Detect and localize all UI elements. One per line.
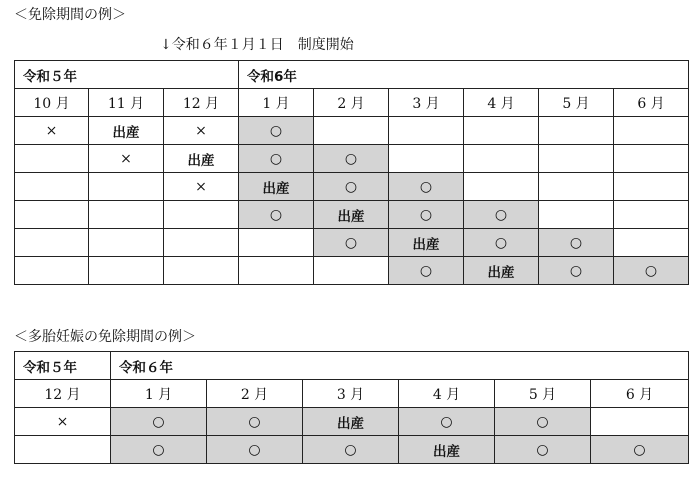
month-header: 12 月 — [164, 89, 239, 117]
table-cell: × — [164, 117, 239, 145]
table-cell: ○ — [539, 229, 614, 257]
month-header: 6 月 — [614, 89, 689, 117]
multiple-pregnancy-table — [14, 351, 689, 464]
table-cell: × — [89, 145, 164, 173]
table-cell — [164, 201, 239, 229]
year-label-r6: 令和6年 — [239, 61, 689, 89]
month-header-row — [15, 380, 689, 408]
table-cell — [614, 229, 689, 257]
table-cell — [314, 257, 389, 285]
table-cell — [15, 145, 89, 173]
table-cell — [591, 408, 689, 436]
table-cell: ○ — [207, 408, 303, 436]
table-cell: ○ — [303, 436, 399, 464]
table-cell — [614, 201, 689, 229]
table-cell: ○ — [239, 145, 314, 173]
table-cell — [539, 173, 614, 201]
month-header: 2 月 — [207, 380, 303, 408]
table-row — [15, 229, 689, 257]
month-header: 2 月 — [314, 89, 389, 117]
table-cell — [539, 201, 614, 229]
table-cell: 出産 — [303, 408, 399, 436]
month-header: 11 月 — [89, 89, 164, 117]
table-cell: ○ — [207, 436, 303, 464]
table-cell — [539, 145, 614, 173]
table-cell: × — [15, 408, 111, 436]
table-cell: ○ — [239, 201, 314, 229]
table-row — [15, 117, 689, 145]
table-cell — [15, 173, 89, 201]
table-cell — [239, 229, 314, 257]
month-header: 4 月 — [399, 380, 495, 408]
table-cell: × — [164, 173, 239, 201]
example-heading: ＜免除期間の例＞ — [14, 7, 126, 23]
month-header: 3 月 — [303, 380, 399, 408]
table-cell — [239, 257, 314, 285]
month-header: 1 月 — [111, 380, 207, 408]
table-cell — [539, 117, 614, 145]
table-cell: ○ — [399, 408, 495, 436]
table-cell: ○ — [111, 436, 207, 464]
table-cell: ○ — [464, 229, 539, 257]
table-cell — [164, 229, 239, 257]
table-cell — [164, 257, 239, 285]
system-start-note: ↓令和６年１月１日 制度開始 — [160, 37, 354, 53]
table-cell: 出産 — [314, 201, 389, 229]
table-cell: 出産 — [389, 229, 464, 257]
table-cell: ○ — [314, 145, 389, 173]
table-cell: ○ — [614, 257, 689, 285]
month-header: 5 月 — [539, 89, 614, 117]
exemption-period-table — [14, 60, 689, 285]
table-cell — [464, 173, 539, 201]
table-cell: 出産 — [164, 145, 239, 173]
month-header: 1 月 — [239, 89, 314, 117]
table-cell — [464, 117, 539, 145]
table-cell: ○ — [591, 436, 689, 464]
table-cell: ○ — [495, 408, 591, 436]
table-cell: ○ — [539, 257, 614, 285]
table-cell: ○ — [464, 201, 539, 229]
table-cell — [15, 257, 89, 285]
month-header: 3 月 — [389, 89, 464, 117]
table-row — [15, 145, 689, 173]
table-row — [15, 436, 689, 464]
table-cell: ○ — [314, 229, 389, 257]
table-cell — [389, 117, 464, 145]
table-row — [15, 257, 689, 285]
table-cell — [464, 145, 539, 173]
table-cell: ○ — [495, 436, 591, 464]
table-cell — [89, 257, 164, 285]
table-cell: 出産 — [239, 173, 314, 201]
table-cell — [15, 229, 89, 257]
table-cell: ○ — [314, 173, 389, 201]
table-cell: 出産 — [464, 257, 539, 285]
table-cell — [614, 117, 689, 145]
year-label-r6: 令和６年 — [111, 352, 689, 380]
table-row — [15, 173, 689, 201]
table-cell: 出産 — [89, 117, 164, 145]
table-cell: ○ — [239, 117, 314, 145]
table-cell: ○ — [111, 408, 207, 436]
month-header: 4 月 — [464, 89, 539, 117]
table-row — [15, 408, 689, 436]
table-cell — [89, 229, 164, 257]
table-cell: ○ — [389, 173, 464, 201]
table-cell: 出産 — [399, 436, 495, 464]
month-header-row — [15, 89, 689, 117]
table-cell — [614, 173, 689, 201]
table-cell — [15, 436, 111, 464]
month-header: 10 月 — [15, 89, 89, 117]
table-cell: × — [15, 117, 89, 145]
table-cell — [89, 201, 164, 229]
table-cell — [89, 173, 164, 201]
table-cell: ○ — [389, 257, 464, 285]
month-header: 12 月 — [15, 380, 111, 408]
year-label-r5: 令和５年 — [15, 352, 111, 380]
table-cell — [314, 117, 389, 145]
multiple-pregnancy-heading: ＜多胎妊娠の免除期間の例＞ — [14, 329, 196, 345]
year-label-r5: 令和５年 — [15, 61, 239, 89]
month-header: 6 月 — [591, 380, 689, 408]
table-cell: ○ — [389, 201, 464, 229]
table-cell — [389, 145, 464, 173]
table-cell — [614, 145, 689, 173]
month-header: 5 月 — [495, 380, 591, 408]
table-cell — [15, 201, 89, 229]
table-row — [15, 201, 689, 229]
